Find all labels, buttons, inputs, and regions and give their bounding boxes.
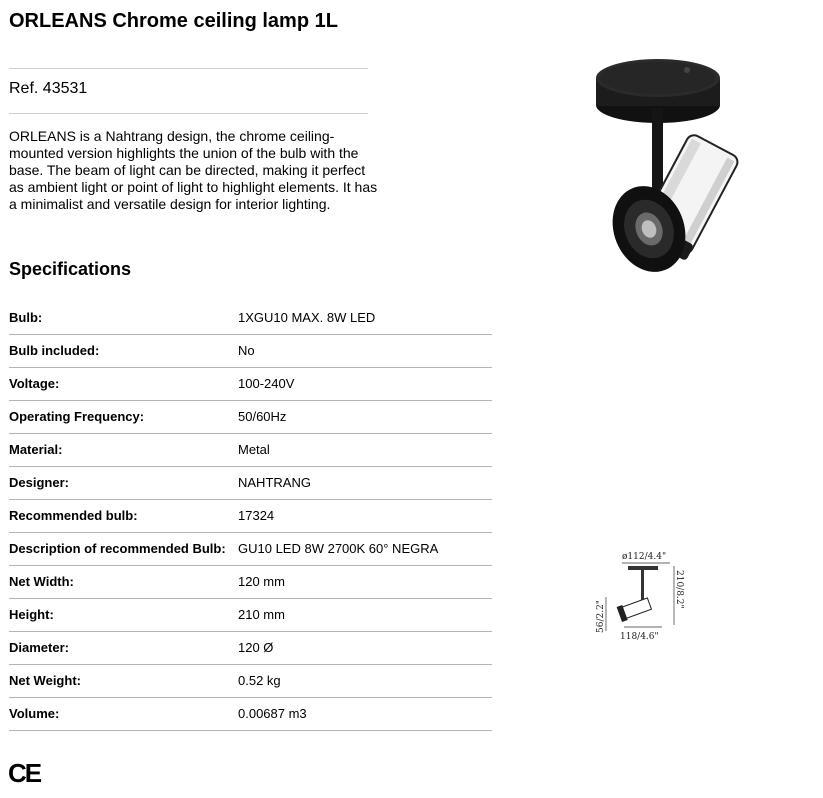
- spec-label: Height:: [9, 607, 54, 622]
- spec-label: Diameter:: [9, 640, 69, 655]
- reference-divider: [9, 113, 368, 114]
- spec-value: 50/60Hz: [238, 409, 287, 424]
- spec-row-bulb: [9, 302, 492, 335]
- spec-label: Net Weight:: [9, 673, 81, 688]
- spec-row-net-weight: [9, 665, 492, 698]
- spec-label: Material:: [9, 442, 63, 457]
- width-label: 118/4.6": [620, 632, 659, 642]
- height-label: 210/8.2": [674, 570, 684, 609]
- diameter-label: ø112/4.4": [622, 552, 667, 562]
- product-title: ORLEANS Chrome ceiling lamp 1L: [9, 10, 338, 32]
- spec-value: 0.00687 m3: [238, 706, 307, 721]
- spec-value: GU10 LED 8W 2700K 60° NEGRA: [238, 541, 439, 556]
- spec-value: 1XGU10 MAX. 8W LED: [238, 310, 376, 325]
- spec-value: 0.52 kg: [238, 673, 281, 688]
- title-divider: [9, 68, 368, 69]
- spec-value: 210 mm: [238, 607, 285, 622]
- spec-label: Description of recommended Bulb:: [9, 541, 226, 556]
- depth-label: 56/2.2": [596, 600, 606, 633]
- spec-row-height: [9, 599, 492, 632]
- technical-drawing: [588, 545, 698, 645]
- product-description: ORLEANS is a Nahtrang design, the chrome ceiling-mounted version highlights the union of the bulb with the base. The beam of light can be directed, making it perfect as ambient light or point of light to highlight elements. It has a minimalist and versatile design for interior lighting.: [9, 128, 378, 212]
- spec-row-volume: [9, 698, 492, 731]
- spec-row-operating-frequency: [9, 401, 492, 434]
- spec-row-bulb-description: [9, 533, 492, 566]
- spec-label: Voltage:: [9, 376, 60, 391]
- product-reference: Ref. 43531: [9, 80, 88, 97]
- spec-row-designer: [9, 467, 492, 500]
- spec-row-recommended-bulb: [9, 500, 492, 533]
- spec-label: Recommended bulb:: [9, 508, 138, 523]
- spec-value: NAHTRANG: [238, 475, 311, 490]
- spec-row-material: [9, 434, 492, 467]
- spec-label: Bulb:: [9, 310, 43, 325]
- spec-value: Metal: [238, 442, 270, 457]
- ce-mark: CE: [8, 758, 41, 788]
- spec-value: 120 Ø: [238, 640, 274, 655]
- spec-label: Volume:: [9, 706, 60, 721]
- spec-value: 120 mm: [238, 574, 285, 589]
- spec-row-net-width: [9, 566, 492, 599]
- spec-label: Designer:: [9, 475, 69, 490]
- spec-label: Bulb included:: [9, 343, 100, 358]
- spec-row-voltage: [9, 368, 492, 401]
- product-photo: [575, 48, 745, 283]
- specifications-heading: Specifications: [9, 259, 132, 279]
- spec-row-bulb-included: [9, 335, 492, 368]
- spec-value: 17324: [238, 508, 275, 523]
- specifications-table: [9, 302, 492, 731]
- spec-label: Operating Frequency:: [9, 409, 145, 424]
- spec-row-diameter: [9, 632, 492, 665]
- spec-label: Net Width:: [9, 574, 74, 589]
- spec-value: 100-240V: [238, 376, 295, 391]
- spec-value: No: [238, 343, 255, 358]
